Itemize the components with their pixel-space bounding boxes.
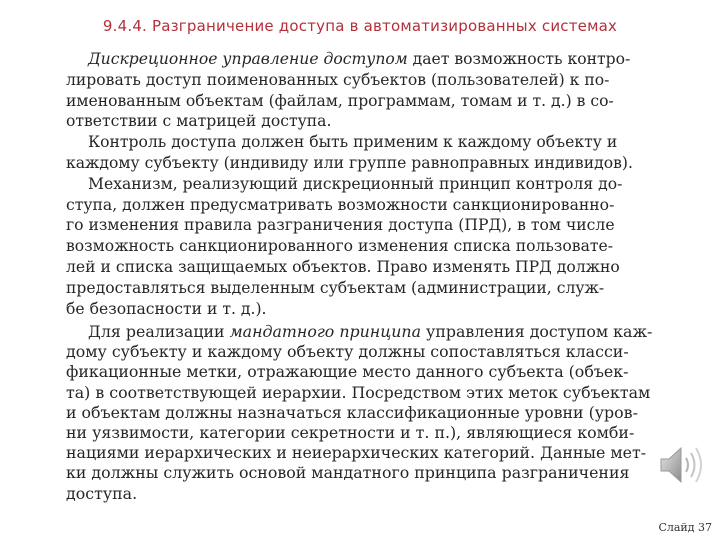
text-line: ни уязвимости, категории секретности и т. п.), являющиеся комби- bbox=[66, 422, 635, 442]
speaker-icon-graphic bbox=[655, 442, 711, 488]
text-line: предоставляться выделенным субъектам (администрации, служ- bbox=[66, 278, 605, 297]
text-line: бе безопасности и т. д.). bbox=[66, 299, 267, 318]
text-line: и объектам должны назначаться классификационные уровни (уров- bbox=[66, 402, 638, 422]
block-separator bbox=[66, 314, 612, 315]
text-line: ответствии с матрицей доступа. bbox=[66, 112, 332, 131]
text-fragment: Для реализации bbox=[88, 322, 230, 341]
text-fragment: дает возможность контро- bbox=[407, 50, 631, 68]
scanned-text-block-discretionary bbox=[66, 49, 633, 319]
text-line: нациями иерархических и неиерархических категорий. Данные мет- bbox=[66, 443, 647, 463]
text-line: возможность санкционированного изменения списка пользовате- bbox=[66, 237, 614, 256]
text-line: ки должны служить основой мандатного принципа разграничения bbox=[66, 463, 630, 483]
text-line: фикационные метки, отражающие место данного субъекта (объек- bbox=[66, 362, 629, 382]
text-line: доступа. bbox=[66, 483, 138, 503]
text-fragment: управления доступом каж- bbox=[421, 322, 653, 341]
term-mandatory: мандатного принципа bbox=[229, 322, 421, 341]
text-line bbox=[66, 49, 631, 70]
text-line: лировать доступ поименованных субъектов (пользователей) к по- bbox=[66, 70, 610, 89]
text-line: дому субъекту и каждому объекту должны сопоставляться класси- bbox=[66, 342, 629, 362]
text-line: ступа, должен предусматривать возможности санкционированно- bbox=[66, 195, 615, 214]
term-discretionary: Дискреционное управление доступом bbox=[88, 50, 408, 68]
text-line: та) в соответствующей иерархии. Посредством этих меток субъектам bbox=[66, 382, 651, 402]
scanned-text-block-mandatory bbox=[66, 322, 653, 504]
text-line: каждому субъекту (индивиду или группе равноправных индивидов). bbox=[66, 153, 633, 172]
text-line bbox=[66, 322, 653, 342]
text-line: Контроль доступа должен быть применим к каждому объекту и bbox=[88, 133, 618, 152]
speaker-icon[interactable] bbox=[655, 442, 711, 488]
text-line: го изменения правила разграничения доступа (ПРД), в том числе bbox=[66, 216, 615, 235]
slide-title: 9.4.4. Разграничение доступа в автоматизированных системах bbox=[102, 17, 618, 35]
text-line: лей и списка защищаемых объектов. Право изменять ПРД должно bbox=[66, 257, 620, 276]
slide-number: Слайд 37 bbox=[658, 521, 712, 534]
text-line: Механизм, реализующий дискреционный принцип контроля до- bbox=[88, 174, 623, 193]
text-line: именованным объектам (файлам, программам, томам и т. д.) в со- bbox=[66, 91, 614, 110]
